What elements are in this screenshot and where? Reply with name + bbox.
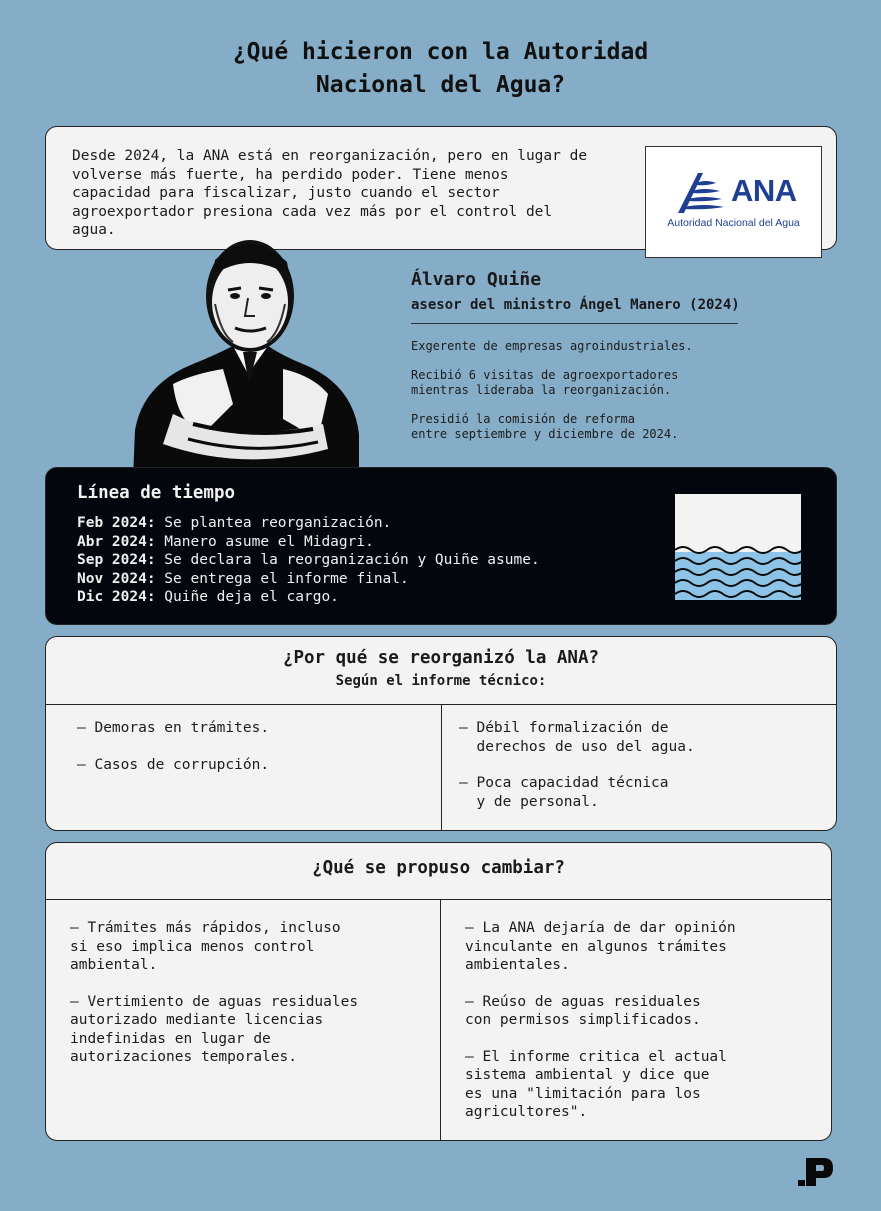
timeline-date: Sep 2024: xyxy=(77,552,156,568)
intro-card xyxy=(45,126,837,250)
timeline-list xyxy=(77,514,540,607)
person-divider xyxy=(411,323,738,324)
timeline-item xyxy=(77,551,540,570)
timeline-text: Manero asume el Midagri. xyxy=(155,533,374,550)
changes-left-column xyxy=(70,919,358,1085)
reasons-card xyxy=(45,636,837,831)
timeline-text: Quiñe deja el cargo. xyxy=(155,589,339,605)
timeline-item xyxy=(77,588,540,607)
timeline-item xyxy=(77,533,540,552)
person-facts xyxy=(411,339,771,456)
reasons-header xyxy=(46,637,836,705)
reasons-right-column xyxy=(459,719,695,829)
timeline-date: Abr 2024: xyxy=(77,533,156,550)
ana-wave-icon xyxy=(676,171,726,215)
water-waves-icon xyxy=(675,494,801,600)
changes-header xyxy=(46,843,831,900)
list-item: – El informe critica el actual sistema ambiental y dice que es una "limitación para los agricultores". xyxy=(465,1048,727,1120)
changes-right-column xyxy=(465,919,736,1140)
changes-title: ¿Qué se propuso cambiar? xyxy=(312,858,565,878)
list-item: – La ANA dejaría de dar opinión vinculante en algunos trámites ambientales. xyxy=(465,920,736,973)
list-item: – Reúso de aguas residuales con permisos simplificados. xyxy=(465,993,701,1028)
timeline-date: Feb 2024: xyxy=(77,515,156,531)
list-item: – Trámites más rápidos, incluso si eso implica menos control ambiental. xyxy=(70,920,341,973)
list-item: – Demoras en trámites. xyxy=(77,720,270,736)
ana-logo xyxy=(645,146,822,258)
person-name: Álvaro Quiñe xyxy=(411,269,542,290)
column-divider xyxy=(441,705,442,830)
page-title-line-1: ¿Qué hicieron con la Autoridad xyxy=(232,39,649,65)
person-fact: Recibió 6 visitas de agroexportadores mientras lideraba la reorganización. xyxy=(411,368,679,397)
timeline-date: Dic 2024: xyxy=(77,589,156,605)
ana-logo-subtitle: Autoridad Nacional del Agua xyxy=(667,217,800,229)
person-role: asesor del ministro Ángel Manero (2024) xyxy=(411,297,740,313)
publisher-logo-icon xyxy=(798,1158,834,1188)
person-fact: Exgerente de empresas agroindustriales. xyxy=(411,339,693,353)
timeline-card xyxy=(45,467,837,625)
list-item: – Poca capacidad técnica y de personal. xyxy=(459,775,669,810)
person-fact: Presidió la comisión de reforma entre septiembre y diciembre de 2024. xyxy=(411,412,679,441)
timeline-text: Se plantea reorganización. xyxy=(155,515,392,531)
reasons-subtitle: Según el informe técnico: xyxy=(335,673,547,689)
column-divider xyxy=(440,900,441,1140)
list-item: – Vertimiento de aguas residuales autorizado mediante licencias indefinidas en lugar de autorizaciones temporales. xyxy=(70,993,359,1065)
timeline-title: Línea de tiempo xyxy=(77,483,236,503)
timeline-text: Se entrega el informe final. xyxy=(155,570,409,587)
timeline-item xyxy=(77,514,540,533)
list-item: – Débil formalización de derechos de uso del agua. xyxy=(459,720,695,755)
page-title-line-2: Nacional del Agua? xyxy=(315,72,566,98)
list-item: – Casos de corrupción. xyxy=(77,756,270,773)
ana-logo-text: ANA xyxy=(731,173,797,208)
page-title xyxy=(0,36,881,102)
timeline-date: Nov 2024: xyxy=(77,570,156,587)
intro-text: Desde 2024, la ANA está en reorganización, pero en lugar de volverse más fuerte, ha perdido poder. Tiene menos capacidad para fiscalizar, justo cuando el sector agroexportador presiona cada vez más por el control del agua. xyxy=(72,148,588,238)
reasons-title: ¿Por qué se reorganizó la ANA? xyxy=(282,648,600,668)
changes-card xyxy=(45,842,832,1141)
timeline-text: Se declara la reorganización y Quiñe asume. xyxy=(155,552,540,568)
reasons-left-column xyxy=(77,719,269,792)
timeline-item xyxy=(77,570,540,589)
portrait-image xyxy=(133,234,361,478)
